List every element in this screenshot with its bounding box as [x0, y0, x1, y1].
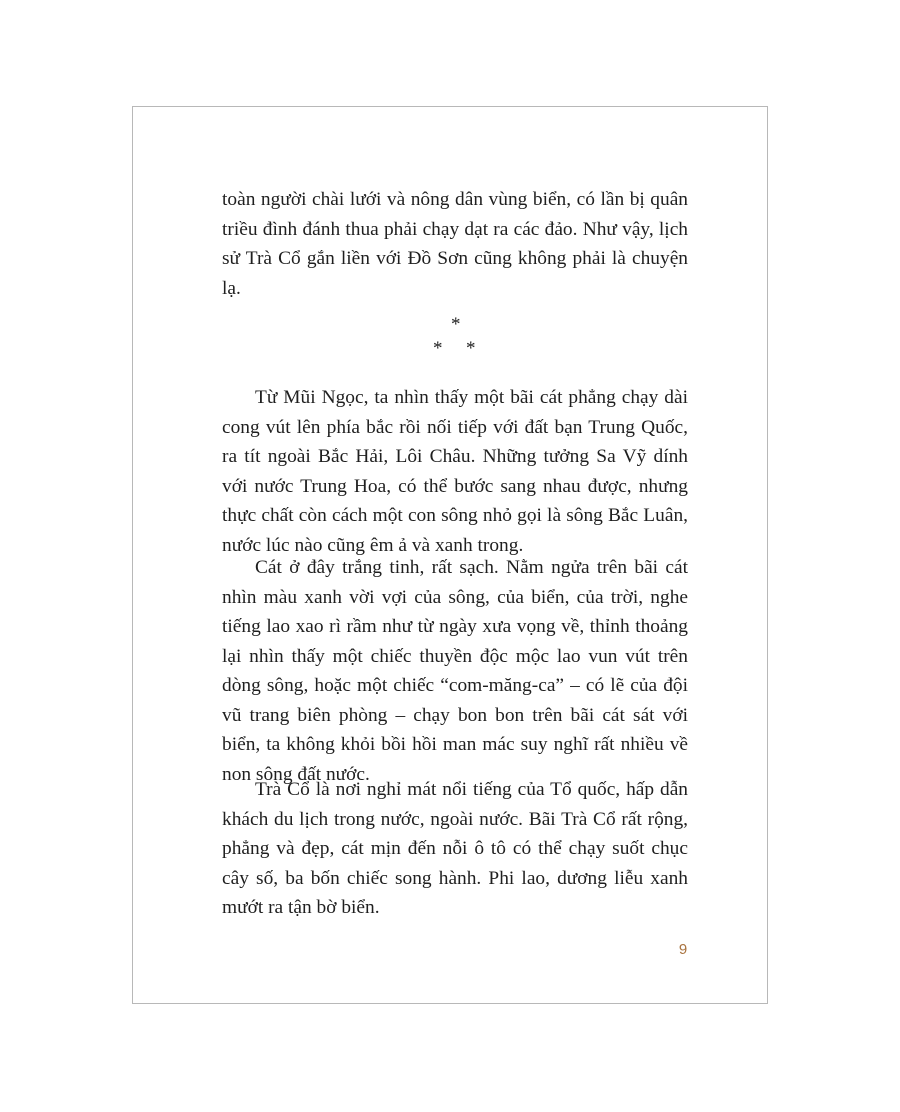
paragraph-mui-ngoc [222, 383, 688, 560]
paragraph-text: Cát ở đây trắng tinh, rất sạch. Nằm ngửa trên bãi cát nhìn màu xanh vời vợi của sông, của biển, của trời, nghe tiếng lao xao rì rầm như từ ngày xưa vọng về, thỉnh thoảng lại nhìn thấy một chiếc thuyền độc mộc lao vun vút trên dòng sông, hoặc một chiếc “com-măng-ca” – có lẽ của đội vũ trang biên phòng – chạy bon bon trên bãi cát sát với biển, ta không khỏi bồi hồi man mác suy nghĩ rất nhiều về non sông đất nước. [222, 557, 688, 785]
paragraph-continuation [222, 185, 688, 303]
paragraph-text: toàn người chài lưới và nông dân vùng biển, có lần bị quân triều đình đánh thua phải chạy dạt ra các đảo. Như vậy, lịch sử Trà Cổ gắn liền với Đồ Sơn cũng không phải là chuyện lạ. [222, 189, 688, 299]
paragraph-cat-trang [222, 553, 688, 789]
book-page [132, 106, 768, 1004]
separator-star-right: * [466, 338, 476, 359]
paragraph-text: Từ Mũi Ngọc, ta nhìn thấy một bãi cát phẳng chạy dài cong vút lên phía bắc rồi nối tiếp với đất bạn Trung Quốc, ra tít ngoài Bắc Hải, Lôi Châu. Những tưởng Sa Vỹ dính với nước Trung Hoa, có thể bước sang nhau được, nhưng thực chất còn cách một con sông nhỏ gọi là sông Bắc Luân, nước lúc nào cũng êm ả và xanh trong. [222, 387, 688, 556]
page-number: 9 [678, 941, 688, 958]
separator-star-top: * [451, 314, 461, 335]
paragraph-tra-co [222, 775, 688, 923]
section-separator [422, 315, 492, 359]
separator-star-left: * [433, 338, 443, 359]
paragraph-text: Trà Cổ là nơi nghỉ mát nổi tiếng của Tổ quốc, hấp dẫn khách du lịch trong nước, ngoài nước. Bãi Trà Cổ rất rộng, phẳng và đẹp, cát mịn đến nỗi ô tô có thể chạy suốt chục cây số, ba bốn chiếc song hành. Phi lao, dương liễu xanh mướt ra tận bờ biển. [222, 779, 688, 918]
